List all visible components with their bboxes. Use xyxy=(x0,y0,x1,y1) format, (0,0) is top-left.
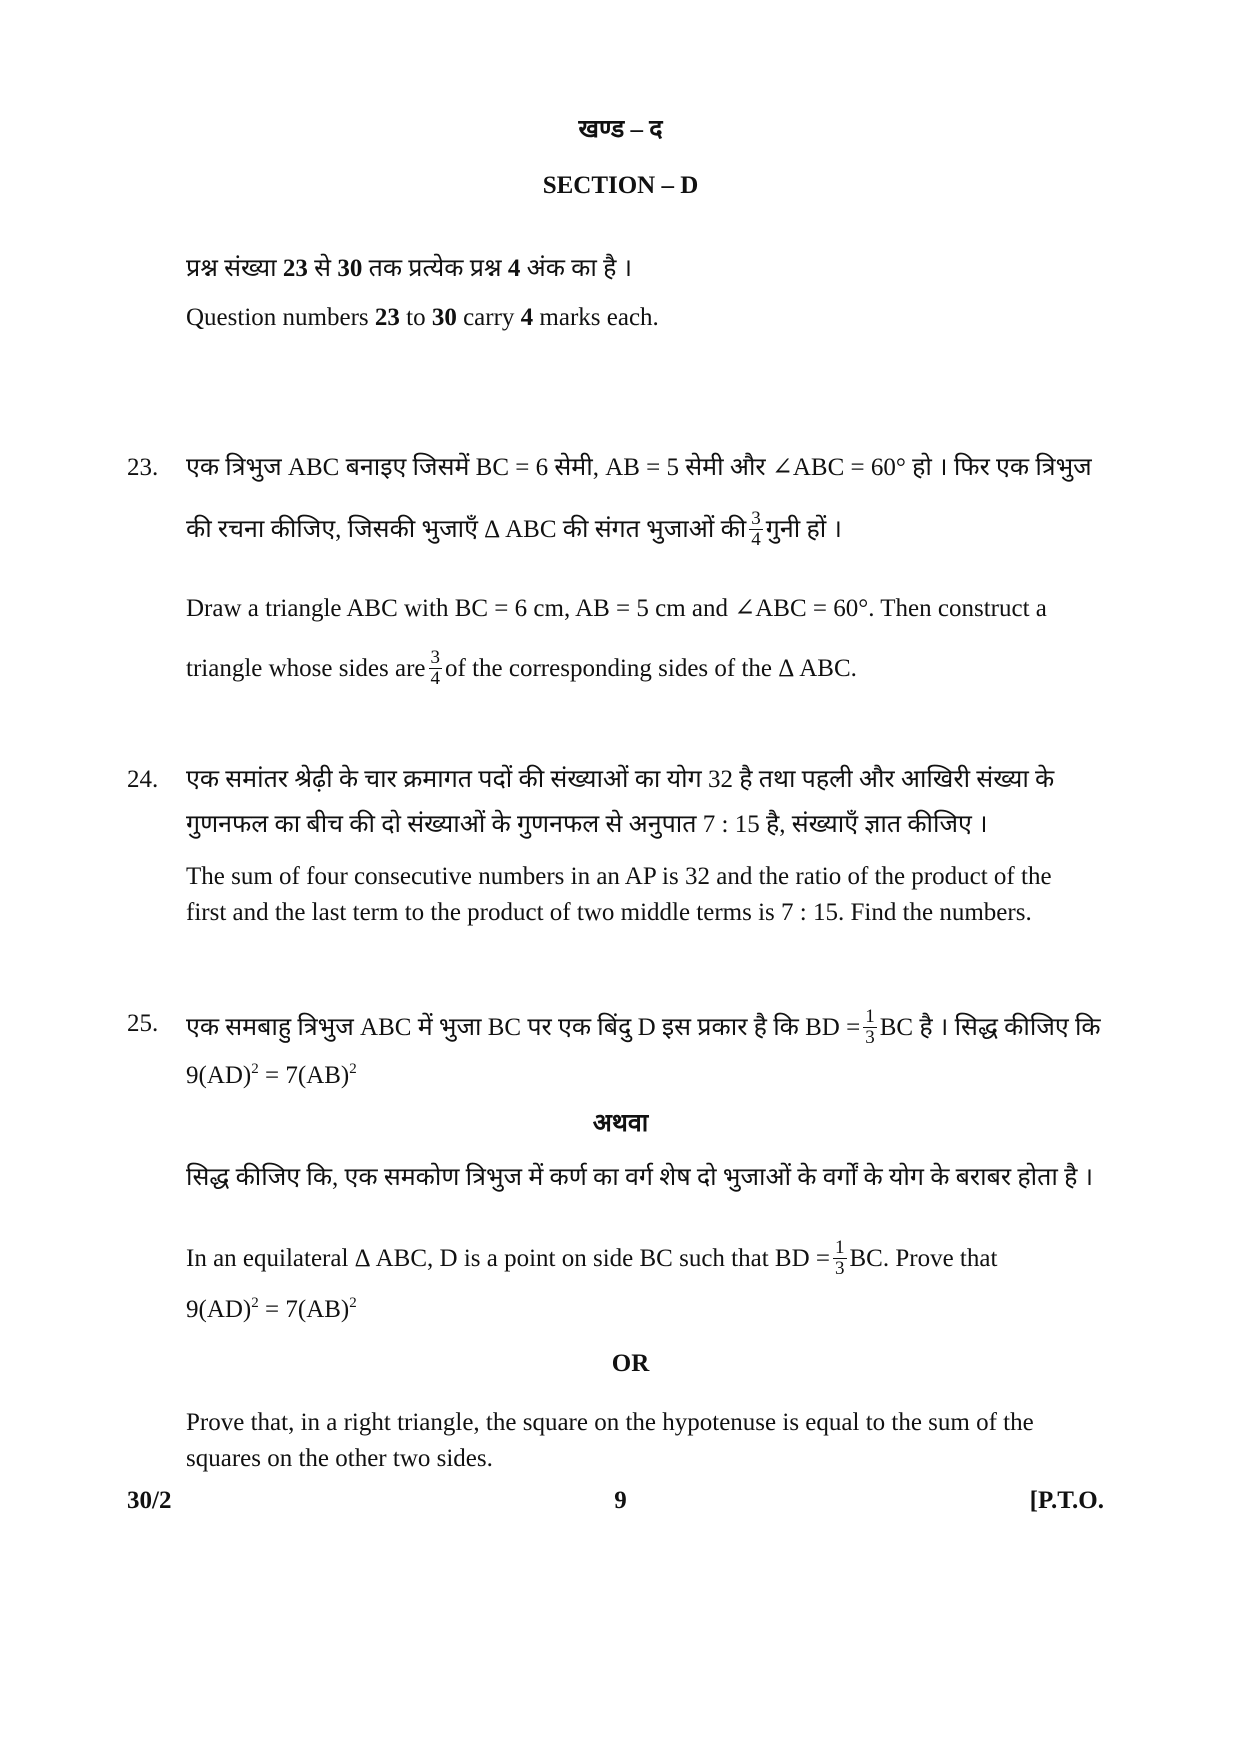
q23-english-line1: Draw a triangle ABC with BC = 6 cm, AB = 5 cm and ∠ABC = 60°. Then construct a xyxy=(186,595,1047,622)
q24-english-line2: first and the last term to the product of two middle terms is 7 : 15. Find the numbers. xyxy=(186,899,1032,926)
q24-english-line1: The sum of four consecutive numbers in an AP is 32 and the ratio of the product of the xyxy=(186,863,1052,890)
q23-english-line2: triangle whose sides are $\frac{3}{4}$ of the corresponding sides of the Δ ABC. xyxy=(186,647,857,689)
section-heading-hindi: खण्ड – द xyxy=(578,116,663,143)
q25-hindi-line1: एक समबाहु त्रिभुज ABC में भुजा BC पर एक बिंदु D इस प्रकार है कि BD = $\frac{1}{3}$ BC है । सिद्ध कीजिए कि xyxy=(186,1006,1101,1048)
instructions-hindi: प्रश्न संख्या 23 से 30 तक प्रत्येक प्रश्न 4 अंक का है । xyxy=(186,255,633,282)
q25-alt-english-line2: squares on the other two sides. xyxy=(186,1445,493,1472)
pto-label: [P.T.O. xyxy=(1029,1487,1104,1514)
q25-formula-hindi: 9(AD)$^2$ = 7(AB)$^2$ xyxy=(186,1061,357,1089)
q25-alt-hindi: सिद्ध कीजिए कि, एक समकोण त्रिभुज में कर्ण का वर्ग शेष दो भुजाओं के वर्गों के योग के बराबर होता है । xyxy=(186,1164,1094,1191)
fraction-one-third: $\frac{1}{3}$ xyxy=(835,1237,845,1279)
or-hindi: अथवा xyxy=(592,1110,649,1137)
fraction-one-third: $\frac{1}{3}$ xyxy=(865,1006,875,1048)
fraction-three-quarters: $\frac{3}{4}$ xyxy=(751,508,761,550)
q25-english-line1: In an equilateral Δ ABC, D is a point on side BC such that BD = $\frac{1}{3}$ BC. Prove that xyxy=(186,1237,998,1279)
question-number-25: 25. xyxy=(127,1010,159,1037)
paper-code: 30/2 xyxy=(127,1487,172,1514)
page-number: 9 xyxy=(614,1487,627,1514)
q24-hindi-line1: एक समांतर श्रेढ़ी के चार क्रमागत पदों की संख्याओं का योग 32 है तथा पहली और आखिरी संख्या के xyxy=(186,766,1055,793)
question-number-23: 23. xyxy=(127,454,159,481)
section-heading-english: SECTION – D xyxy=(542,172,699,199)
q23-hindi-line2: की रचना कीजिए, जिसकी भुजाएँ Δ ABC की संगत भुजाओं की $\frac{3}{4}$ गुनी हों । xyxy=(186,508,842,550)
q25-alt-english-line1: Prove that, in a right triangle, the square on the hypotenuse is equal to the sum of the xyxy=(186,1409,1034,1436)
question-number-24: 24. xyxy=(127,766,159,793)
q24-hindi-line2: गुणनफल का बीच की दो संख्याओं के गुणनफल से अनुपात 7 : 15 है, संख्याएँ ज्ञात कीजिए । xyxy=(186,811,988,838)
instructions-english: Question numbers 23 to 30 carry 4 marks each. xyxy=(186,304,659,331)
fraction-three-quarters: $\frac{3}{4}$ xyxy=(430,647,441,689)
or-english: OR xyxy=(611,1350,650,1377)
q23-hindi-line1: एक त्रिभुज ABC बनाइए जिसमें BC = 6 सेमी, AB = 5 सेमी और ∠ABC = 60° हो । फिर एक त्रिभुज xyxy=(186,454,1092,481)
q25-formula-english: 9(AD)$^2$ = 7(AB)$^2$ xyxy=(186,1295,357,1323)
